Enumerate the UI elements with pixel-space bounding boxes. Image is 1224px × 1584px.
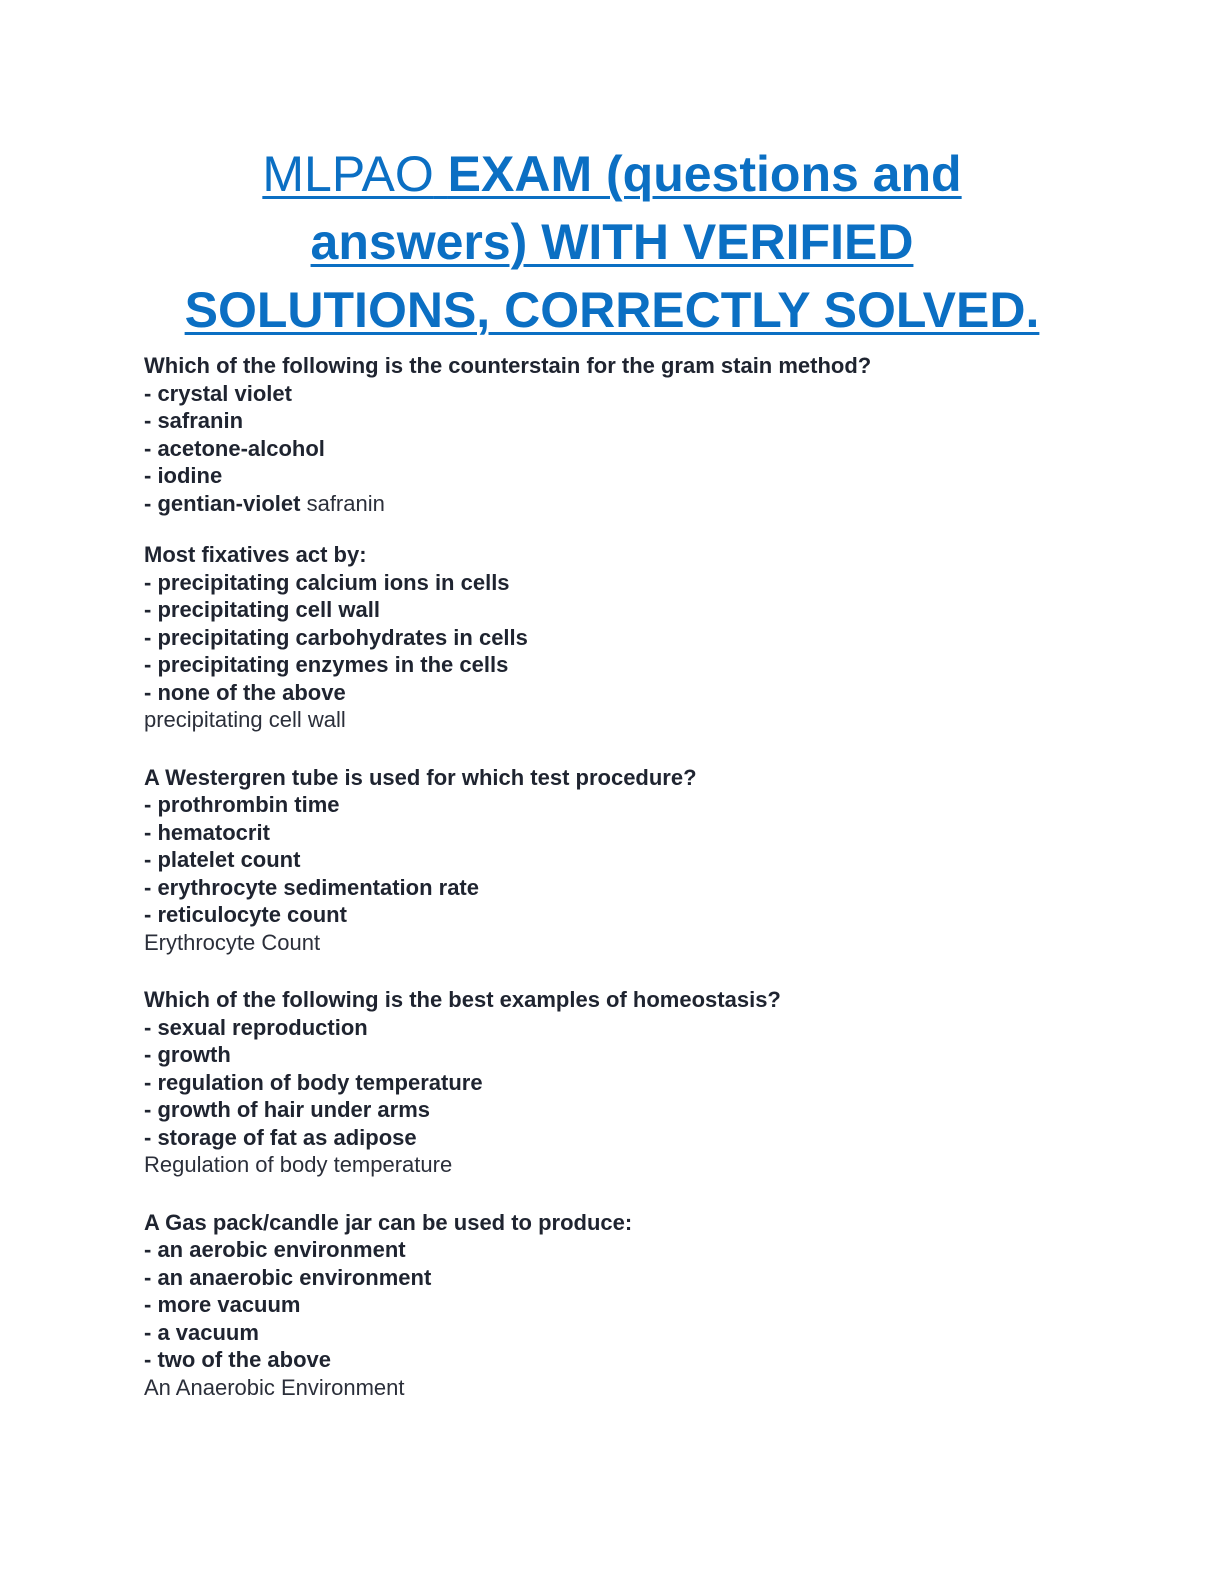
title-exam: EXAM (questions and xyxy=(447,146,962,202)
q1-option-1: - crystal violet xyxy=(144,380,292,406)
title-line-1 xyxy=(262,146,961,202)
q1-option-4: - iodine xyxy=(144,463,223,488)
q2-option-1: - precipitating calcium ions in cells xyxy=(144,569,510,595)
title-line-2: answers) WITH VERIFIED xyxy=(310,214,914,270)
answer-2: precipitating cell wall xyxy=(144,707,346,732)
q2-option-5: - none of the above xyxy=(144,679,346,705)
q1-option-5-row xyxy=(144,490,1104,518)
qa-item-2 xyxy=(144,541,1104,734)
question-2: Most fixatives act by: xyxy=(144,542,367,567)
q2-option-3: - precipitating carbohydrates in cells xyxy=(144,624,528,650)
q3-option-2: - hematocrit xyxy=(144,819,270,845)
title-line-3: SOLUTIONS, CORRECTLY SOLVED. xyxy=(184,282,1040,338)
qa-list xyxy=(144,352,1104,1425)
q4-option-3: - regulation of body temperature xyxy=(144,1069,483,1095)
q1-option-3: - acetone-alcohol xyxy=(144,435,325,461)
q3-option-4: - erythrocyte sedimentation rate xyxy=(144,874,479,900)
qa-item-4 xyxy=(144,986,1104,1179)
question-5: A Gas pack/candle jar can be used to produce: xyxy=(144,1209,633,1235)
q4-option-4: - growth of hair under arms xyxy=(144,1097,431,1122)
answer-4: Regulation of body temperature xyxy=(144,1152,453,1177)
q4-option-1: - sexual reproduction xyxy=(144,1014,368,1040)
question-4: Which of the following is the best examples of homeostasis? xyxy=(144,987,781,1012)
qa-item-1 xyxy=(144,352,1104,517)
question-1: Which of the following is the counterstain for the gram stain method? xyxy=(144,353,872,378)
qa-item-5 xyxy=(144,1209,1104,1402)
q5-option-1: - an aerobic environment xyxy=(144,1237,406,1262)
q3-option-1: - prothrombin time xyxy=(144,792,340,817)
qa-item-3 xyxy=(144,764,1104,957)
q5-option-3: - more vacuum xyxy=(144,1292,301,1317)
q4-option-2: - growth xyxy=(144,1042,231,1067)
q5-option-2: - an anaerobic environment xyxy=(144,1264,432,1290)
q1-option-5: - gentian-violet xyxy=(144,490,301,516)
answer-5: An Anaerobic Environment xyxy=(144,1374,405,1400)
q4-option-5: - storage of fat as adipose xyxy=(144,1124,417,1150)
q3-option-5: - reticulocyte count xyxy=(144,902,347,927)
q5-option-4: - a vacuum xyxy=(144,1319,259,1345)
document-title xyxy=(120,140,1104,344)
q3-option-3: - platelet count xyxy=(144,847,301,872)
q1-option-2: - safranin xyxy=(144,408,244,433)
q2-option-4: - precipitating enzymes in the cells xyxy=(144,652,509,677)
answer-1: safranin xyxy=(306,490,385,516)
answer-3: Erythrocyte Count xyxy=(144,929,321,955)
question-3: A Westergren tube is used for which test procedure? xyxy=(144,764,697,790)
q5-option-5: - two of the above xyxy=(144,1347,331,1372)
q2-option-2: - precipitating cell wall xyxy=(144,597,380,622)
title-mlpao: MLPAO xyxy=(262,146,434,202)
